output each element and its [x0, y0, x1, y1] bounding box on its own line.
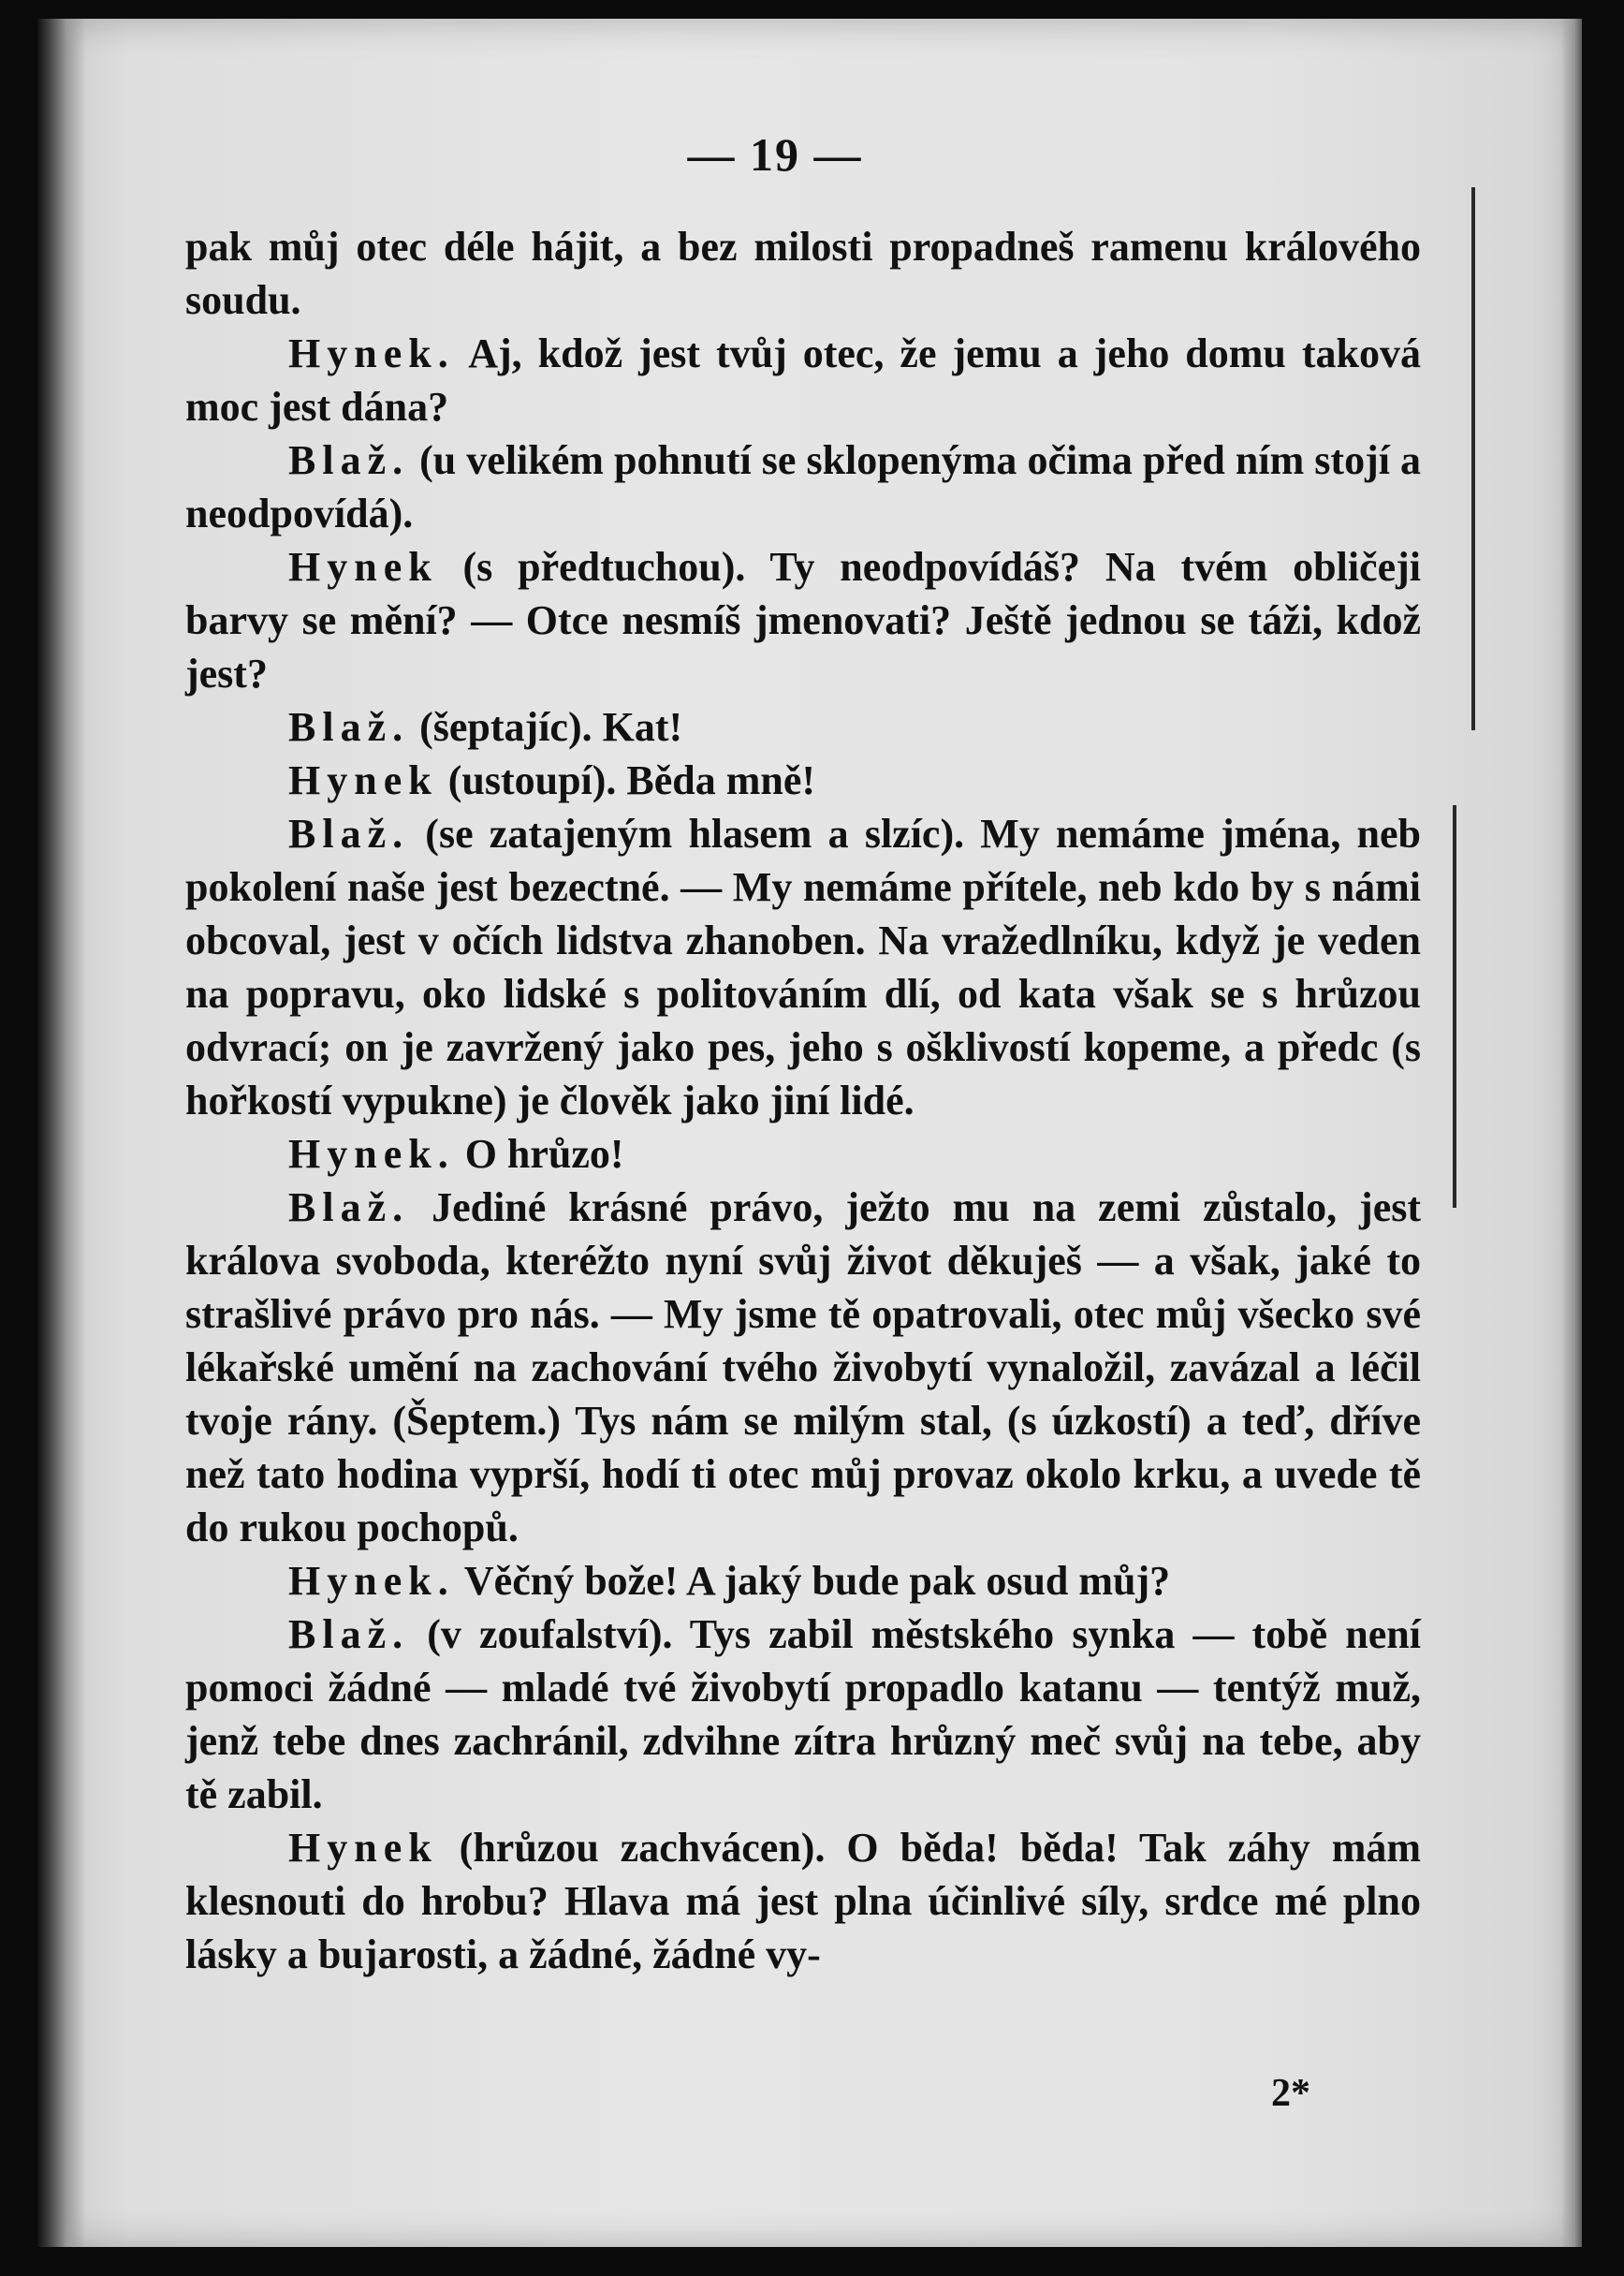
speaker-name: Hynek. [288, 330, 455, 376]
speaker-name: Hynek. [288, 1131, 455, 1177]
paragraph [185, 220, 1421, 327]
page-number: — 19 — [687, 128, 863, 181]
paragraph-text: (hrůzou zachvácen). O běda! běda! Tak záhy mám klesnouti do hrobu? Hlava má jest plna účinlivé síly, srdce mé plno lásky a bujarosti, a žádné, žádné vy- [185, 1825, 1421, 1977]
paragraph-text: (v zoufalství). Tys zabil městského synka — tobě není pomoci žádné — mladé tvé živobytí propadlo katanu — tentýž muž, jenž tebe dnes zachránil, zdvihne zítra hrůzný meč svůj na tebe, aby tě zabil. [185, 1611, 1421, 1817]
speaker-name: Blaž. [288, 704, 410, 750]
paragraph [185, 433, 1421, 540]
right-edge-mark [1453, 805, 1456, 1208]
paragraph-text: Aj, kdož jest tvůj otec, že jemu a jeho domu taková moc jest dána? [185, 330, 1421, 430]
book-spine-shadow [37, 19, 86, 2247]
paragraph-text: Jediné krásné právo, ježto mu na zemi zůstalo, jest králova svoboda, kteréžto nyní svůj život děkuješ — a však, jaké to strašlivé právo pro nás. — My jsme tě opatrovali, otec můj všecko své lékařské umění na zachování tvého živobytí vynaložil, zavázal a léčil tvoje rány. (Šeptem.) Tys nám se milým stal, (s úzkostí) a teď, dříve než tato hodina vyprší, hodí ti otec můj provaz okolo krku, a uvede tě do rukou pochopů. [185, 1184, 1421, 1550]
paragraph-text: Věčný bože! A jaký bude pak osud můj? [454, 1558, 1171, 1604]
speaker-name: Hynek [288, 757, 438, 803]
right-edge-mark [1471, 187, 1475, 730]
speaker-name: Blaž. [288, 1611, 410, 1657]
paragraph [185, 1181, 1421, 1554]
signature-mark: 2* [1271, 2072, 1310, 2115]
paragraph [185, 540, 1421, 700]
paragraph-text: (šeptajíc). Kat! [409, 704, 683, 750]
text-column [185, 126, 1421, 1981]
paragraph [185, 1821, 1421, 1981]
speaker-name: Blaž. [288, 1184, 410, 1230]
paragraph [185, 327, 1421, 433]
paragraph-text: (se zatajeným hlasem a slzíc). My nemáme jména, neb pokolení naše jest bezectné. — My nemáme přítele, neb kdo by s námi obcoval, jest v očích lidstva zhanoben. Na vražedlníku, když je veden na popravu, oko lidské s politováním dlí, od kata však se s hrůzou odvrací; on je zavržený jako pes, jeho s ošklivostí kopeme, a předc (s hořkostí vypukne) je člověk jako jiní lidé. [185, 811, 1421, 1123]
paragraph [185, 1554, 1421, 1608]
page-edge-shadow [1561, 19, 1582, 2247]
speaker-name: Hynek. [288, 1558, 455, 1604]
speaker-name: Hynek [288, 544, 438, 590]
speaker-name: Blaž. [288, 811, 410, 857]
paragraph-text: pak můj otec déle hájit, a bez milosti propadneš ramenu králového soudu. [185, 224, 1421, 323]
paragraph-text: (u velikém pohnutí se sklopenýma očima před ním stojí a neodpovídá). [185, 437, 1421, 536]
paragraph [185, 1127, 1421, 1181]
paragraph [185, 807, 1421, 1127]
paragraph [185, 700, 1421, 754]
paragraph-text: O hrůzo! [454, 1131, 624, 1177]
speaker-name: Hynek [288, 1825, 438, 1871]
speaker-name: Blaž. [288, 437, 410, 483]
paragraph-text: (ustoupí). Běda mně! [437, 757, 816, 803]
paragraph [185, 1608, 1421, 1821]
paragraph [185, 754, 1421, 807]
paragraph-text: (s předtuchou). Ty neodpovídáš? Na tvém obličeji barvy se mění? — Otce nesmíš jmenovati? Ještě jednou se táži, kdož jest? [185, 544, 1421, 697]
